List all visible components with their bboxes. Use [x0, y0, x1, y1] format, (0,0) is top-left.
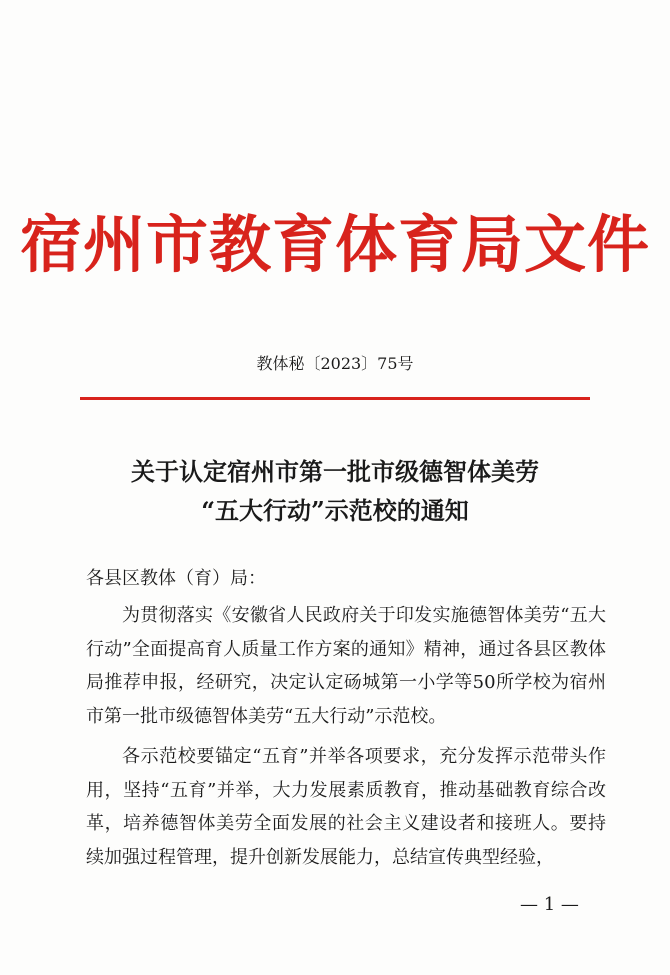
body-paragraph-1: 为贯彻落实《安徽省人民政府关于印发实施德智体美劳“五大行动”全面提高育人质量工作方案的通知》精神，通过各县区教体局推荐申报，经研究，决定认定砀城第一小学等50所学校为宿州市第一批市级德智体美劳“五大行动”示范校。	[86, 605, 606, 727]
salutation: 各县区教体（育）局：	[86, 568, 266, 589]
document-number: 教体秘〔2023〕75号	[256, 354, 414, 373]
notice-title-line-1: 关于认定宿州市第一批市级德智体美劳	[131, 457, 539, 486]
document-masthead: 宿州市教育体育局文件	[19, 208, 650, 281]
red-divider	[80, 397, 590, 400]
page-number: — 1 —	[520, 894, 579, 915]
body-paragraph-2: 各示范校要锚定“五育”并举各项要求，充分发挥示范带头作用，坚持“五育”并举，大力发展素质教育，推动基础教育综合改革，培养德智体美劳全面发展的社会主义建设者和接班人。要持续加强过程管理，提升创新发展能力，总结宣传典型经验，	[86, 746, 606, 868]
notice-title-line-2: “五大行动”示范校的通知	[201, 496, 469, 525]
